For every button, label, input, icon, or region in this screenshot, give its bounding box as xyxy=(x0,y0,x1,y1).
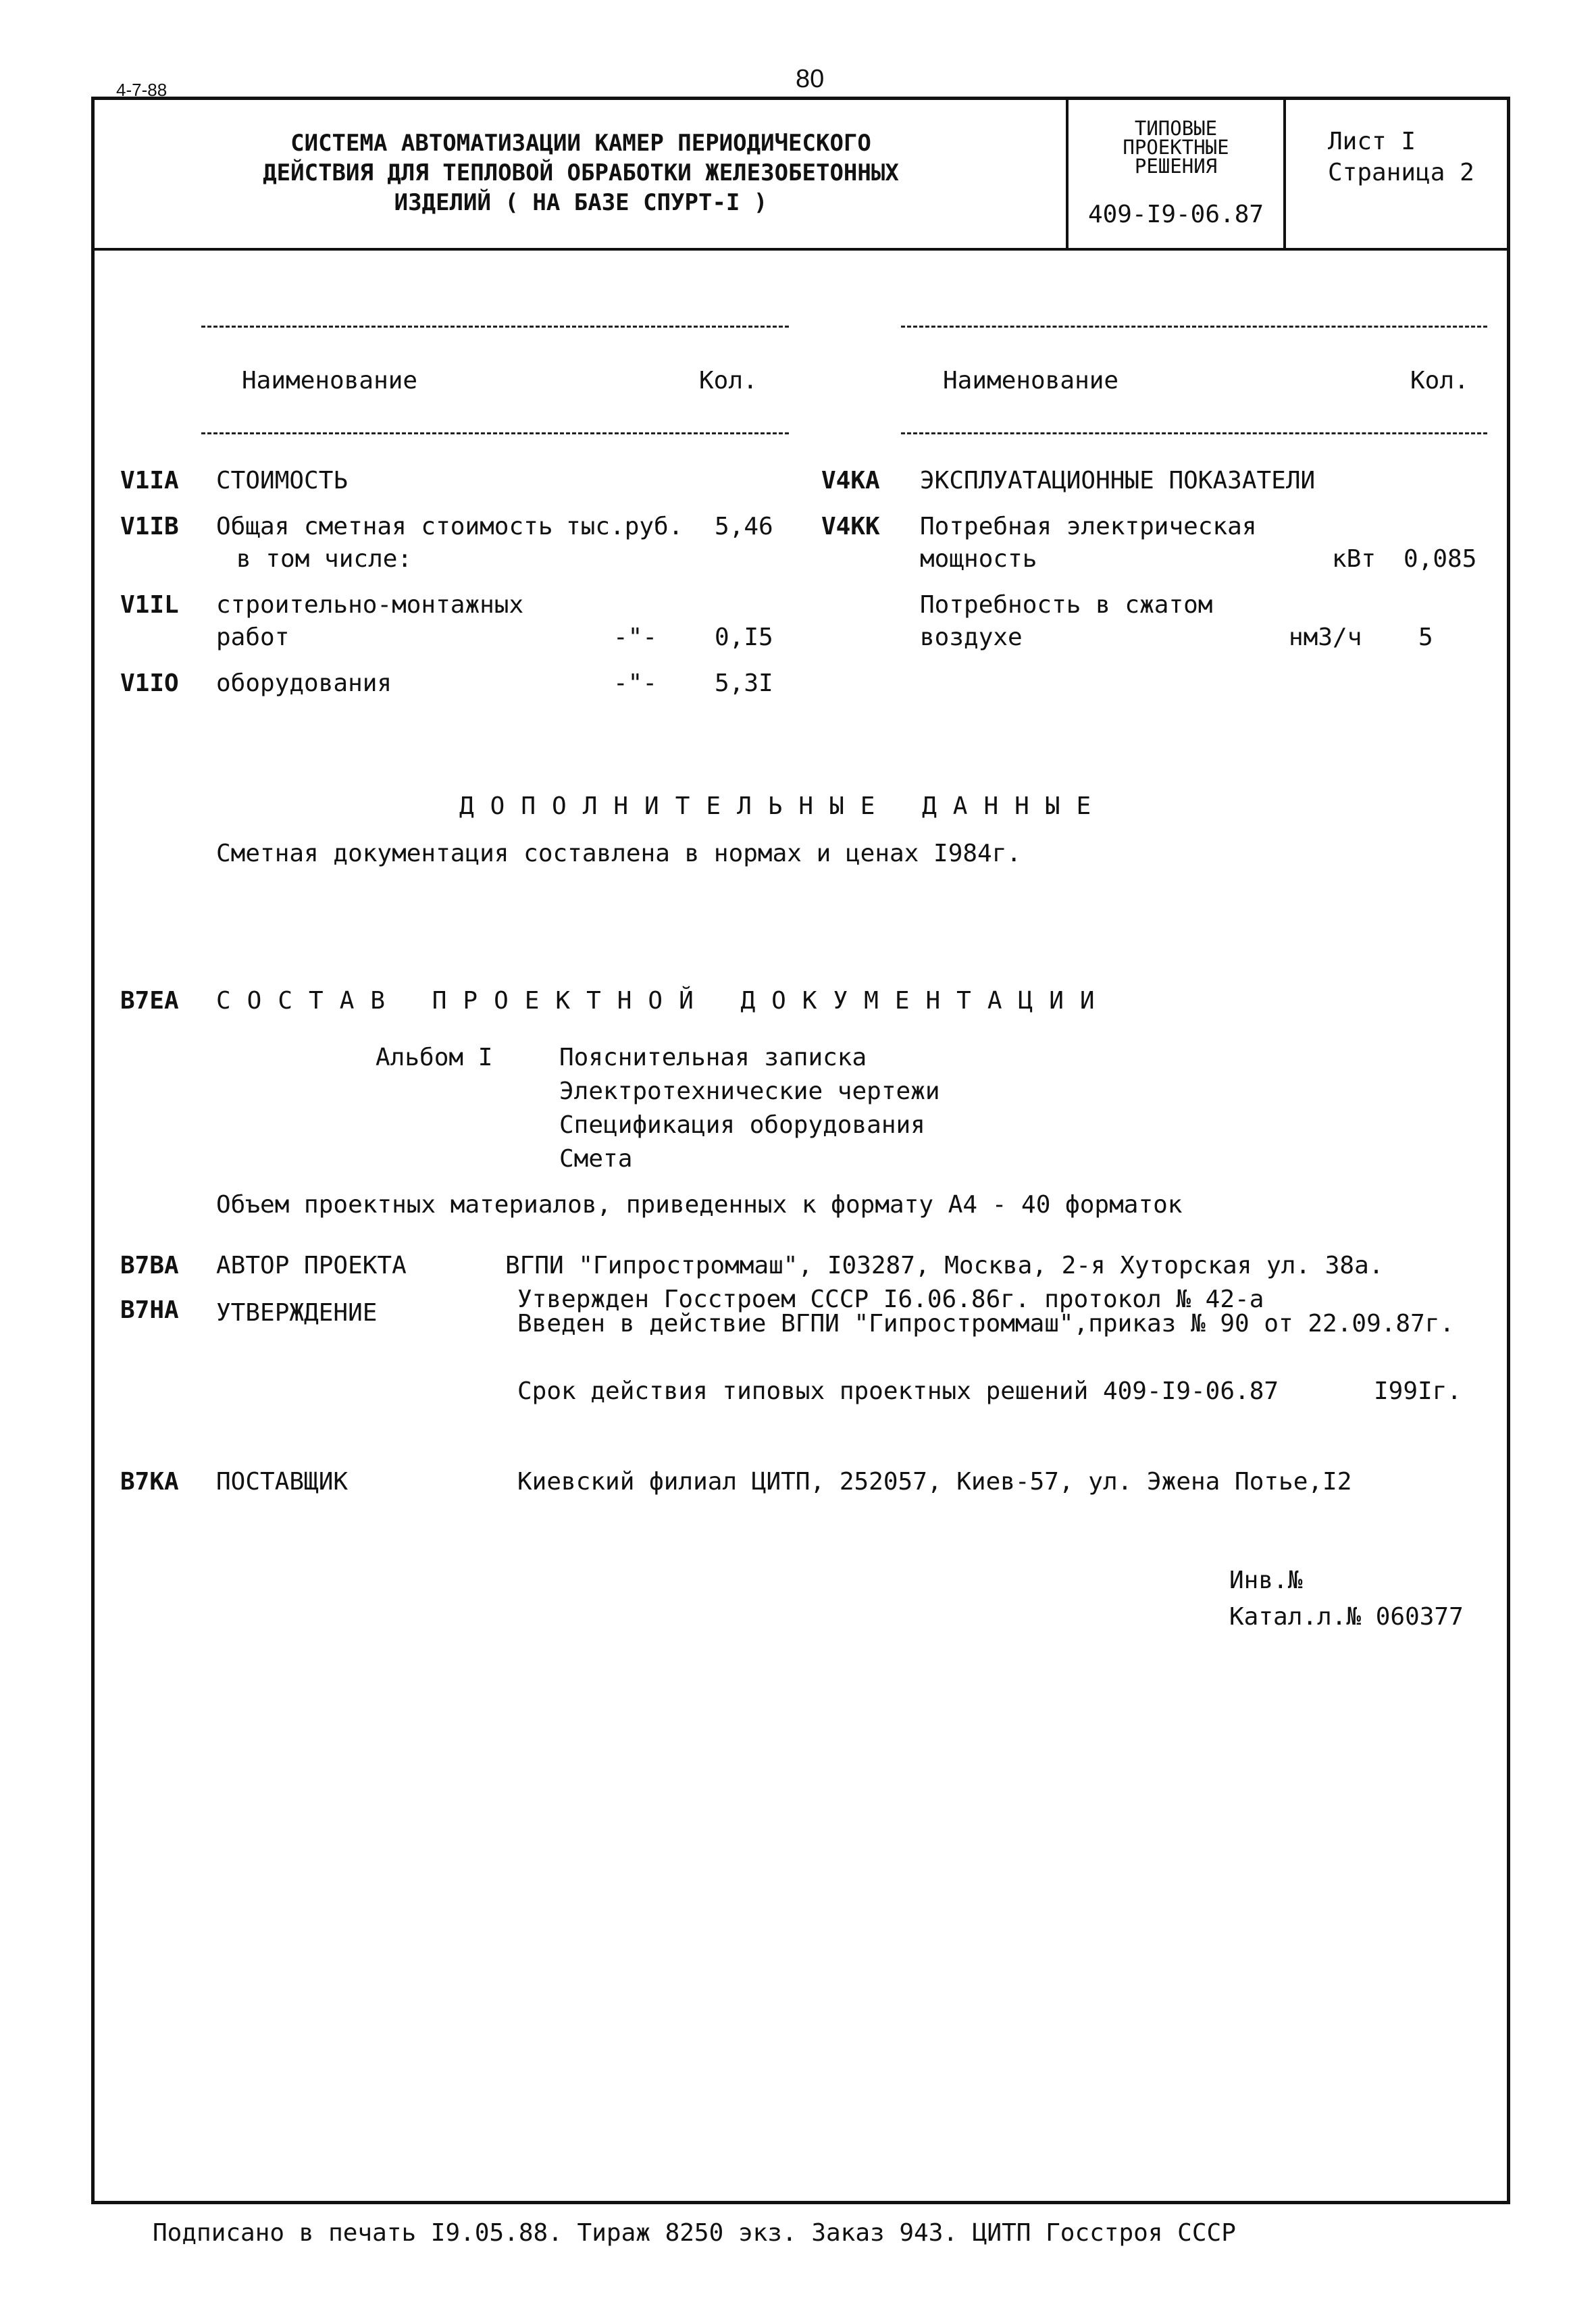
title-line-2: ДЕЙСТВИЯ ДЛЯ ТЕПЛОВОЙ ОБРАБОТКИ ЖЕЛЕЗОБЕТОННЫХ xyxy=(263,159,899,186)
approval-label: УТВЕРЖДЕНИЕ xyxy=(216,1299,378,1327)
cost-row-3-name: оборудования xyxy=(216,669,392,697)
stamp-line-1: ТИПОВЫЕ xyxy=(1134,117,1218,140)
operation-code: V4KA xyxy=(821,467,880,494)
catalog-number: Катал.л.№ 060377 xyxy=(1229,1603,1464,1631)
inventory-number: Инв.№ xyxy=(1229,1567,1303,1594)
operation-row-2-unit: нм3/ч xyxy=(1289,624,1362,651)
cost-row-2-unit: -"- xyxy=(613,624,658,651)
document-title xyxy=(125,128,1037,218)
cost-row-1-name2: в том числе: xyxy=(236,545,413,573)
left-name-header: Наименование xyxy=(242,367,418,395)
right-name-header: Наименование xyxy=(943,367,1119,395)
supplier-label: ПОСТАВЩИК xyxy=(216,1468,349,1496)
album-item-1: Пояснительная записка xyxy=(559,1044,867,1071)
stamp-number: 409-I9-06.87 xyxy=(1087,201,1264,228)
page-number: 80 xyxy=(796,65,825,93)
cost-row-2-name2: работ xyxy=(216,624,290,651)
operation-title: ЭКСПЛУАТАЦИОННЫЕ ПОКАЗАТЕЛИ xyxy=(920,467,1316,494)
title-block-divider xyxy=(91,248,1510,251)
operation-row-1-unit: кВт xyxy=(1332,545,1376,573)
stamp-divider-right xyxy=(1283,97,1286,249)
volume-text: Объем проектных материалов, приведенных к формату А4 - 40 форматок xyxy=(216,1191,1183,1219)
additional-title: ДОПОЛНИТЕЛЬНЫЕ ДАННЫЕ xyxy=(459,792,1108,820)
print-footer: Подписано в печать I9.05.88. Тираж 8250 экз. Заказ 943. ЦИТП Госстроя СССР xyxy=(153,2219,1236,2247)
cost-row-1-unit: тыс.руб. xyxy=(566,513,684,540)
operation-row-1-name2: мощность xyxy=(920,545,1037,573)
right-table-rule-bottom xyxy=(901,432,1487,434)
supplier-code: B7KA xyxy=(120,1468,179,1496)
title-line-1: СИСТЕМА АВТОМАТИЗАЦИИ КАМЕР ПЕРИОДИЧЕСКОГО xyxy=(290,130,871,157)
left-table-rule-bottom xyxy=(201,432,789,434)
supplier-text: Киевский филиал ЦИТП, 252057, Киев-57, ул. Эжена Потье,I2 xyxy=(517,1468,1352,1496)
operation-row-2-name2: воздухе xyxy=(920,624,1023,651)
page-label: Страница 2 xyxy=(1328,159,1474,186)
album-item-3: Спецификация оборудования xyxy=(559,1111,925,1139)
cost-row-3-unit: -"- xyxy=(613,669,658,697)
author-text: ВГПИ "Гипростроммаш", I03287, Москва, 2-я Хуторская ул. 38а. xyxy=(505,1252,1384,1279)
page-frame xyxy=(91,97,1510,2204)
right-qty-header: Кол. xyxy=(1410,367,1469,395)
cost-row-2-name: строительно-монтажных xyxy=(216,591,524,619)
approval-line-2: Введен в действие ВГПИ "Гипростроммаш",приказ № 90 от 22.09.87г. xyxy=(517,1310,1455,1338)
additional-text: Сметная документация составлена в нормах и ценах I984г. xyxy=(216,840,1022,867)
author-label: АВТОР ПРОЕКТА xyxy=(216,1252,407,1279)
cost-row-1-name: Общая сметная стоимость xyxy=(216,513,553,540)
sheet-label: Лист I xyxy=(1328,128,1416,155)
corner-code: 4-7-88 xyxy=(116,80,168,100)
cost-code: V1IA xyxy=(120,467,179,494)
stamp-line-3: РЕШЕНИЯ xyxy=(1134,155,1218,178)
validity-year: I99Iг. xyxy=(1374,1377,1462,1405)
operation-row-2-name: Потребность в сжатом xyxy=(920,591,1213,619)
album-item-2: Электротехнические чертежи xyxy=(559,1077,940,1105)
right-table-rule-top xyxy=(901,326,1487,328)
composition-code: B7EA xyxy=(120,987,179,1015)
left-table-rule-top xyxy=(201,326,789,328)
cost-row-2-code: V1IL xyxy=(120,591,179,619)
approval-line-1: Утвержден Госстроем СССР I6.06.86г. протокол № 42-а xyxy=(517,1286,1264,1313)
cost-row-1-value: 5,46 xyxy=(715,513,773,540)
cost-row-2-value: 0,I5 xyxy=(715,624,773,651)
author-code: B7BA xyxy=(120,1252,179,1279)
approval-code: B7HA xyxy=(120,1296,179,1324)
cost-row-3-value: 5,3I xyxy=(715,669,773,697)
album-label: Альбом I xyxy=(376,1044,493,1071)
title-line-3: ИЗДЕЛИЙ ( НА БАЗЕ СПУРТ-I ) xyxy=(394,189,768,216)
operation-row-1-name: Потребная электрическая xyxy=(920,513,1257,540)
operation-row-2-value: 5 xyxy=(1418,624,1433,651)
validity-text: Срок действия типовых проектных решений 409-I9-06.87 xyxy=(517,1377,1279,1405)
composition-title: СОСТАВ ПРОЕКТНОЙ ДОКУМЕНТАЦИИ xyxy=(216,987,1111,1015)
stamp-line-2: ПРОЕКТНЫЕ xyxy=(1123,136,1229,159)
standard-stamp xyxy=(1069,119,1283,176)
album-item-4: Смета xyxy=(559,1145,633,1173)
operation-row-1-code: V4KK xyxy=(821,513,880,540)
cost-title: СТОИМОСТЬ xyxy=(216,467,349,494)
left-qty-header: Кол. xyxy=(699,367,758,395)
cost-row-3-code: V1IO xyxy=(120,669,179,697)
operation-row-1-value: 0,085 xyxy=(1404,545,1477,573)
cost-row-1-code: V1IB xyxy=(120,513,179,540)
